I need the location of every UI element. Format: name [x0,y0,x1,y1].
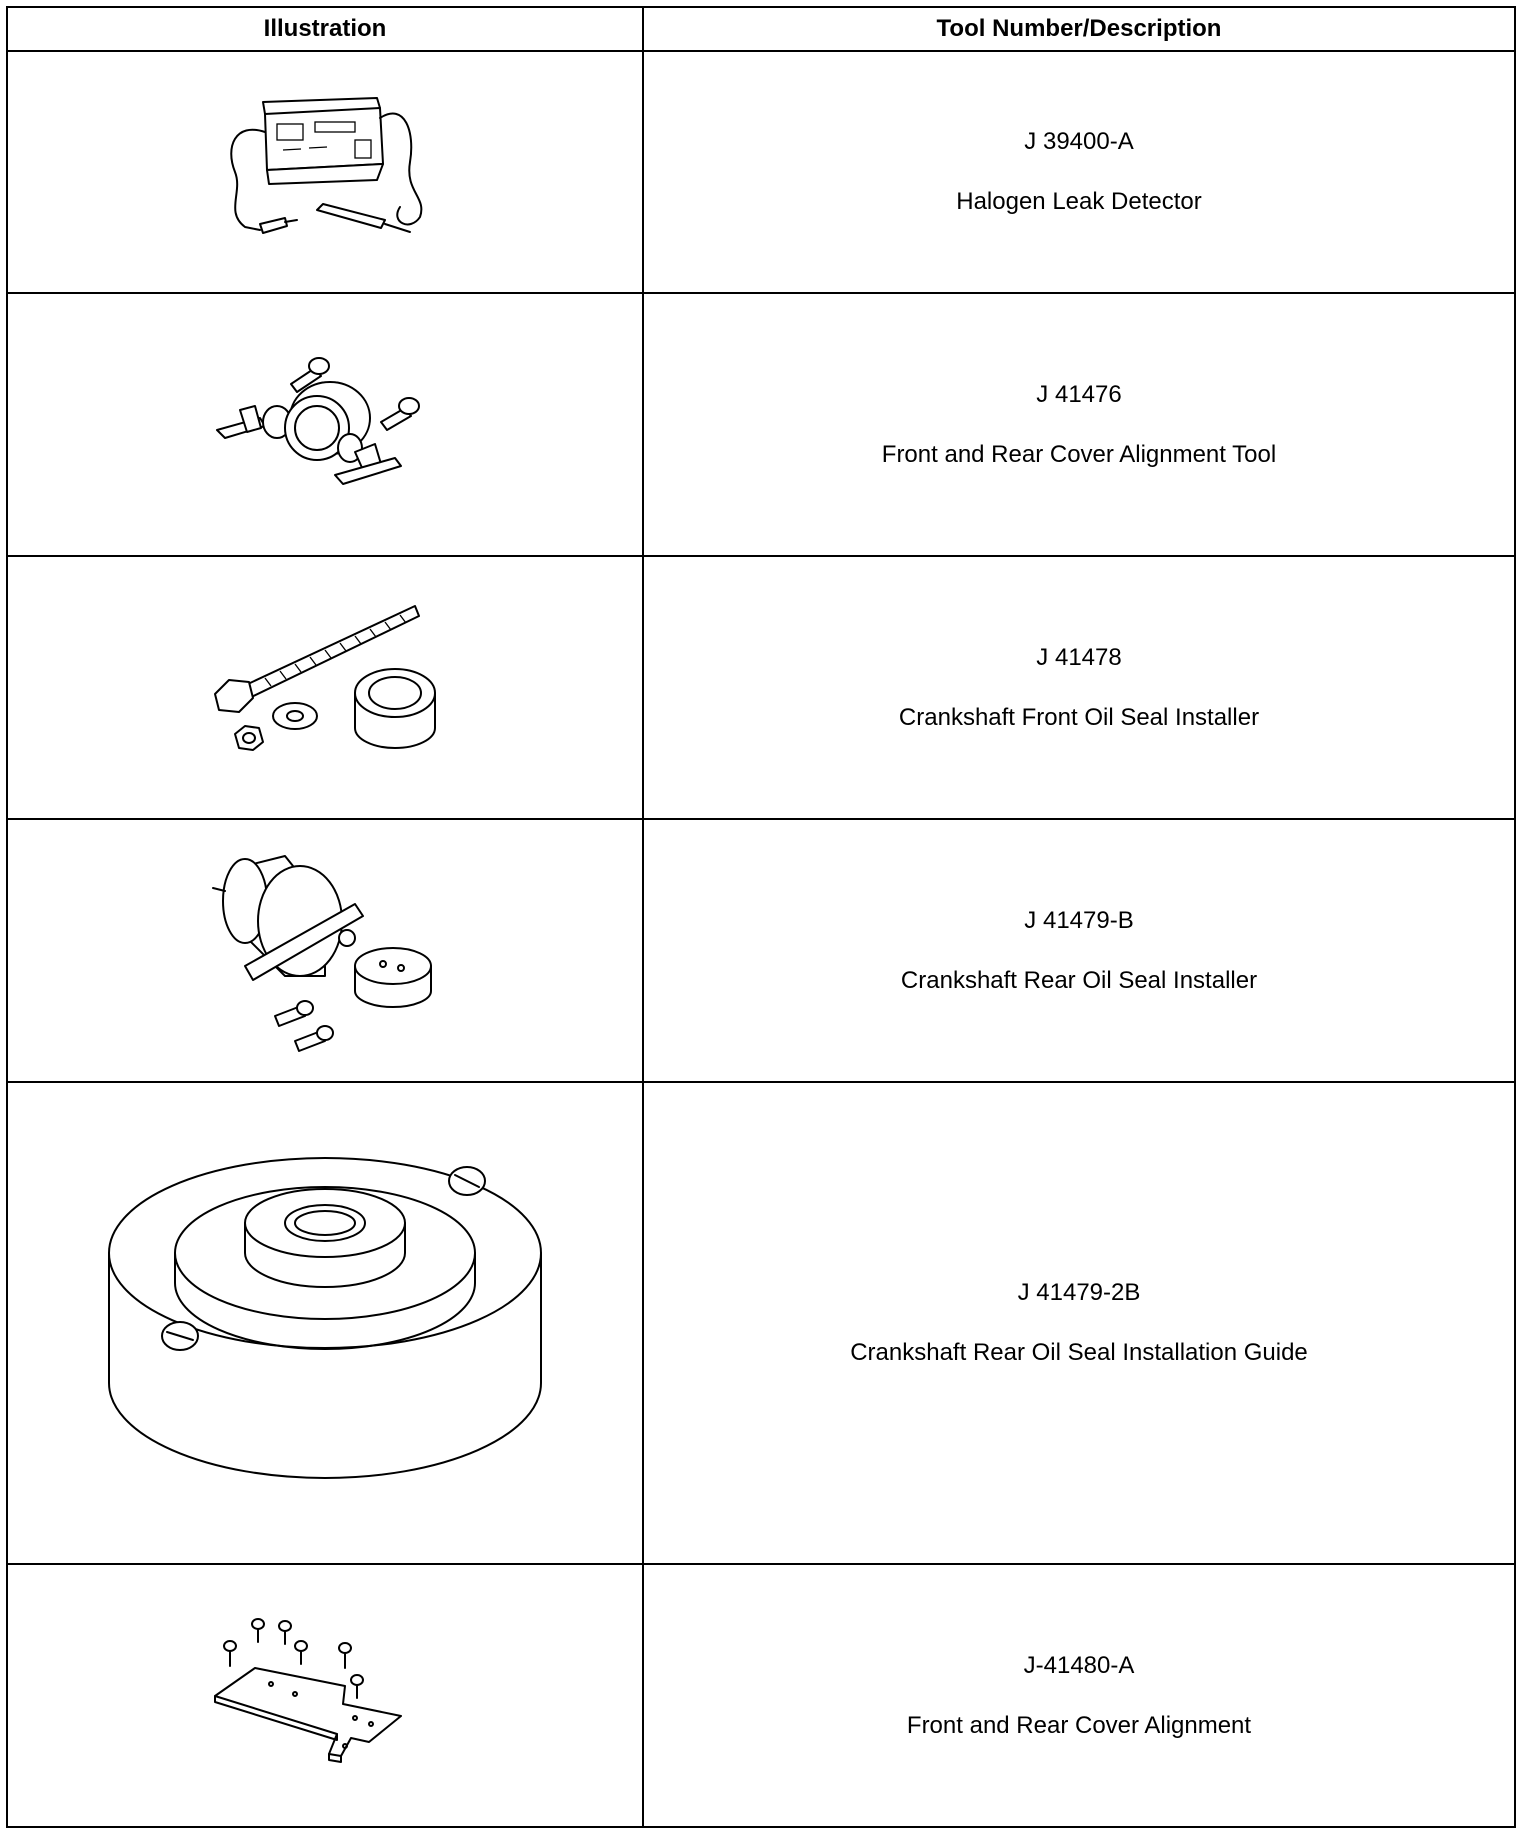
table-row [7,556,1515,819]
tool-number: J 41479-B [1024,906,1134,934]
table-row [7,51,1515,293]
description-cell [643,293,1515,556]
cover-alignment-tool-icon [205,340,445,510]
table-row [7,819,1515,1082]
front-oil-seal-installer-icon [205,598,445,778]
tool-name: Front and Rear Cover Alignment [906,1711,1252,1739]
tool-name: Halogen Leak Detector [956,188,1202,215]
tool-name: Crankshaft Rear Oil Seal Installation Guide [850,1339,1308,1366]
bolt-icon [252,1619,264,1642]
tool-number: J 41478 [1036,643,1122,671]
tool-name: Front and Rear Cover Alignment Tool [881,440,1277,468]
tool-number: J 41476 [1036,380,1122,408]
rear-seal-installation-guide-icon [105,1153,545,1493]
bolt-icon [295,1641,307,1664]
description-cell [643,819,1515,1082]
tool-name: Crankshaft Rear Oil Seal Installer [900,966,1258,994]
illustration-cell [7,1564,643,1827]
bolt-icon [224,1641,236,1666]
illustration-cell [7,1082,643,1564]
tool-number: J 41479-2B [1017,1279,1141,1306]
illustration-cell [7,556,643,819]
bolt-icon [279,1621,291,1644]
table-row [7,293,1515,556]
table-header-row [7,7,1515,51]
description-cell [643,1564,1515,1827]
table-row [7,1564,1515,1827]
illustration-cell [7,51,643,293]
illustration-cell [7,819,643,1082]
tool-number: J-41480-A [1023,1651,1135,1679]
header-illustration: Illustration [7,7,643,51]
header-description: Tool Number/Description [643,7,1515,51]
description-cell [643,1082,1515,1564]
bolt-icon [339,1643,351,1668]
illustration-cell [7,293,643,556]
rear-oil-seal-installer-icon [205,846,445,1056]
halogen-leak-detector-icon [205,92,445,252]
bolt-icon [351,1675,363,1698]
description-cell [643,51,1515,293]
tool-number: J 39400-A [1024,128,1134,155]
description-cell [643,556,1515,819]
tools-table [6,6,1516,1828]
table-row [7,1082,1515,1564]
tool-name: Crankshaft Front Oil Seal Installer [898,703,1260,731]
cover-alignment-plate-icon [205,1606,445,1786]
